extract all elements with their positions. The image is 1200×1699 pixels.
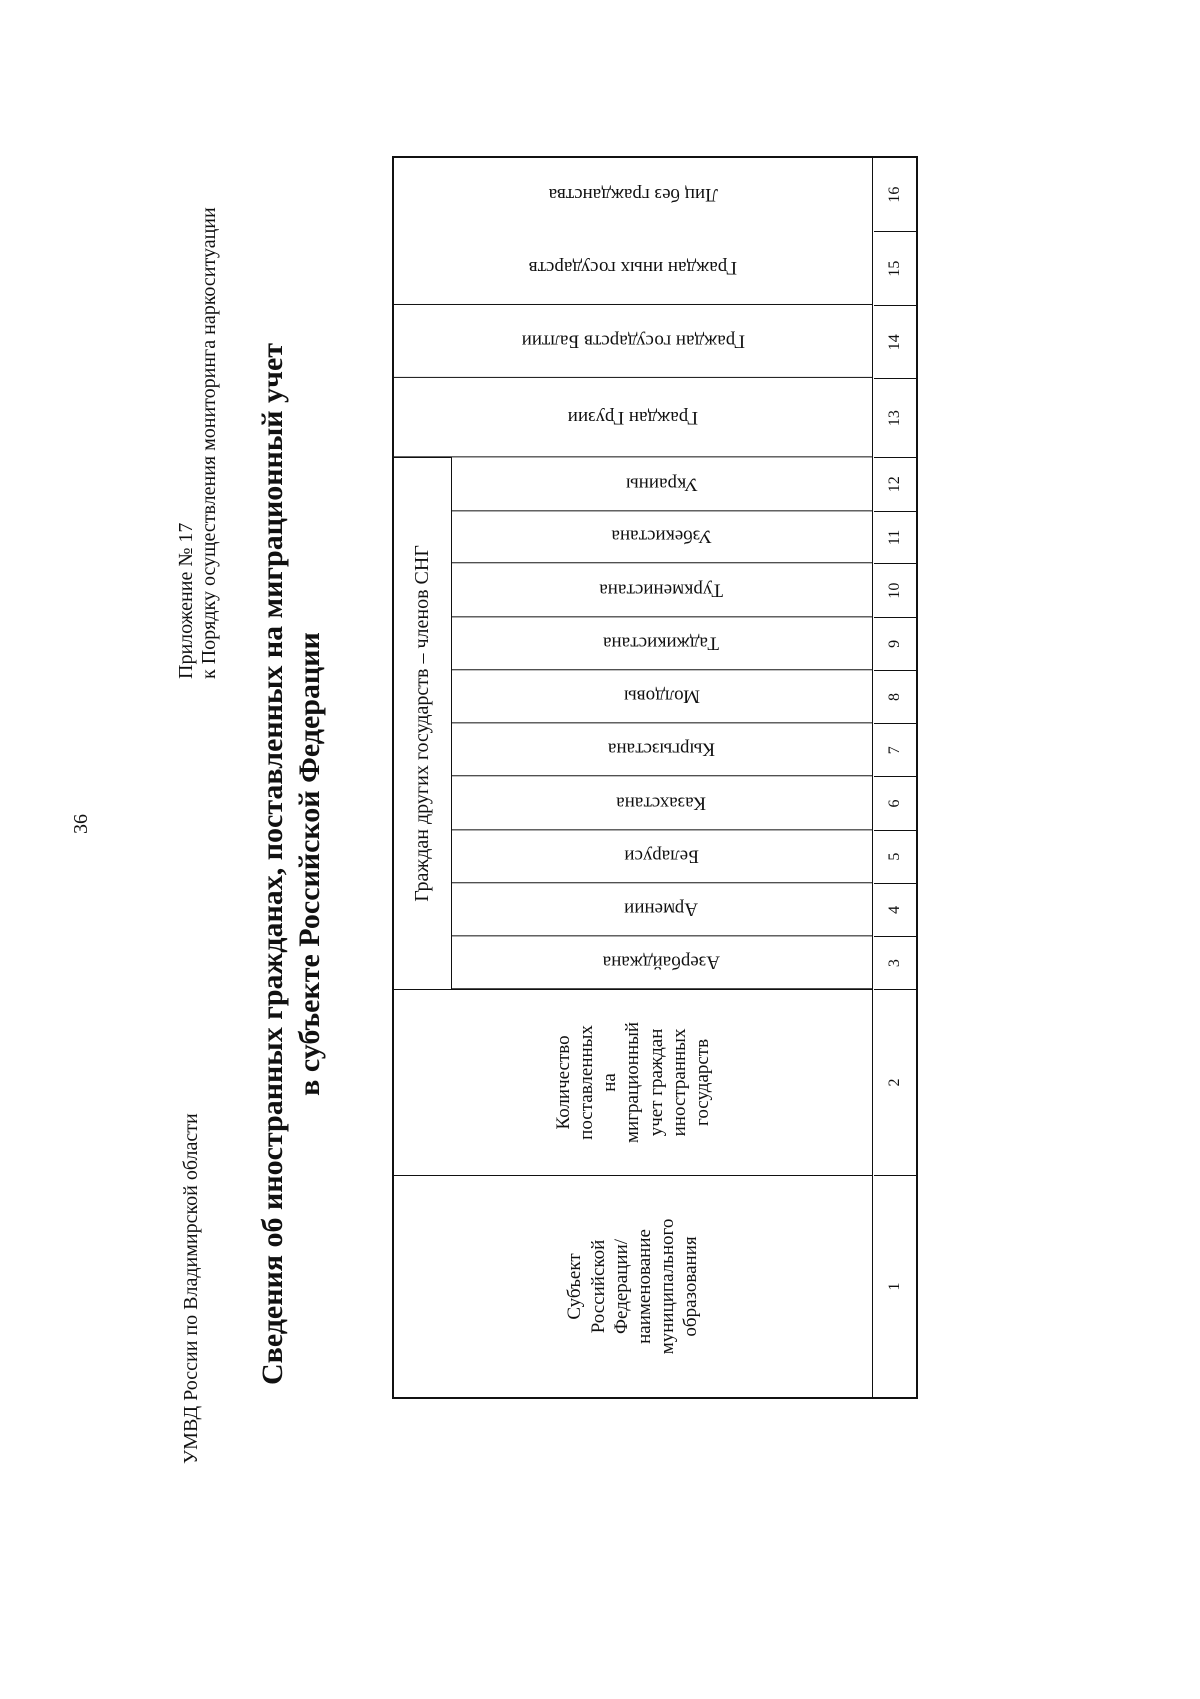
col-number-13: 13 (874, 378, 916, 457)
col-number-6: 6 (874, 776, 916, 830)
col-number-8: 8 (874, 670, 916, 724)
title-line-1: Сведения об иностранных гражданах, поставленных на миграционный учет (256, 342, 289, 1386)
col-number-11: 11 (874, 511, 916, 564)
col-other-states: Граждан иных государств (394, 231, 872, 305)
col-kazakhstan: Казахстана (451, 776, 872, 830)
appendix-reference (175, 207, 221, 679)
col-uzbekistan: Узбекистана (451, 511, 872, 564)
col-belarus: Беларуси (451, 830, 872, 883)
col-azerbaijan: Азербайджана (451, 936, 872, 989)
col-number-5: 5 (874, 830, 916, 883)
col-ukraine: Украины (451, 457, 872, 511)
col-total-header: Количество поставленных на миграционный учет граждан иностранных государств (394, 989, 872, 1175)
title-line-2: в субъекте Российской Федерации (292, 632, 326, 1096)
col-tajikistan: Таджикистана (451, 617, 872, 670)
col-number-1: 1 (874, 1175, 916, 1397)
cis-group-header: Граждан других государств – членов СНГ (394, 457, 451, 989)
migration-table (392, 156, 918, 1399)
col-number-12: 12 (874, 457, 916, 511)
page-number: 36 (70, 814, 92, 834)
col-number-16: 16 (886, 186, 903, 203)
col-number-14: 14 (874, 305, 916, 378)
col-subject-header: Субъект Российской Федерации/ наименование муниципального образования (394, 1175, 872, 1397)
col-baltic: Граждан государств Балтии (394, 305, 872, 378)
document-title (255, 189, 328, 1539)
col-turkmenistan: Туркменистана (451, 563, 872, 617)
appendix-line-2: к Порядку осуществления мониторинга наркоситуации (198, 207, 220, 679)
col-moldova: Молдовы (451, 670, 872, 724)
col-number-4: 4 (874, 883, 916, 937)
col-stateless: Лиц без гражданства (548, 184, 718, 206)
col-number-2: 2 (874, 989, 916, 1175)
appendix-line-1: Приложение № 17 (175, 522, 197, 679)
col-number-10: 10 (874, 563, 916, 617)
col-kyrgyzstan: Кыргызстана (451, 723, 872, 776)
col-number-3: 3 (874, 936, 916, 989)
col-number-15: 15 (874, 231, 916, 305)
col-number-9: 9 (874, 617, 916, 670)
header-divider (872, 158, 873, 1397)
col-georgia: Граждан Грузии (394, 378, 872, 457)
col-number-7: 7 (874, 723, 916, 776)
organization-name: УМВД России по Владимирской области (180, 1113, 202, 1464)
col-armenia: Армении (451, 883, 872, 937)
